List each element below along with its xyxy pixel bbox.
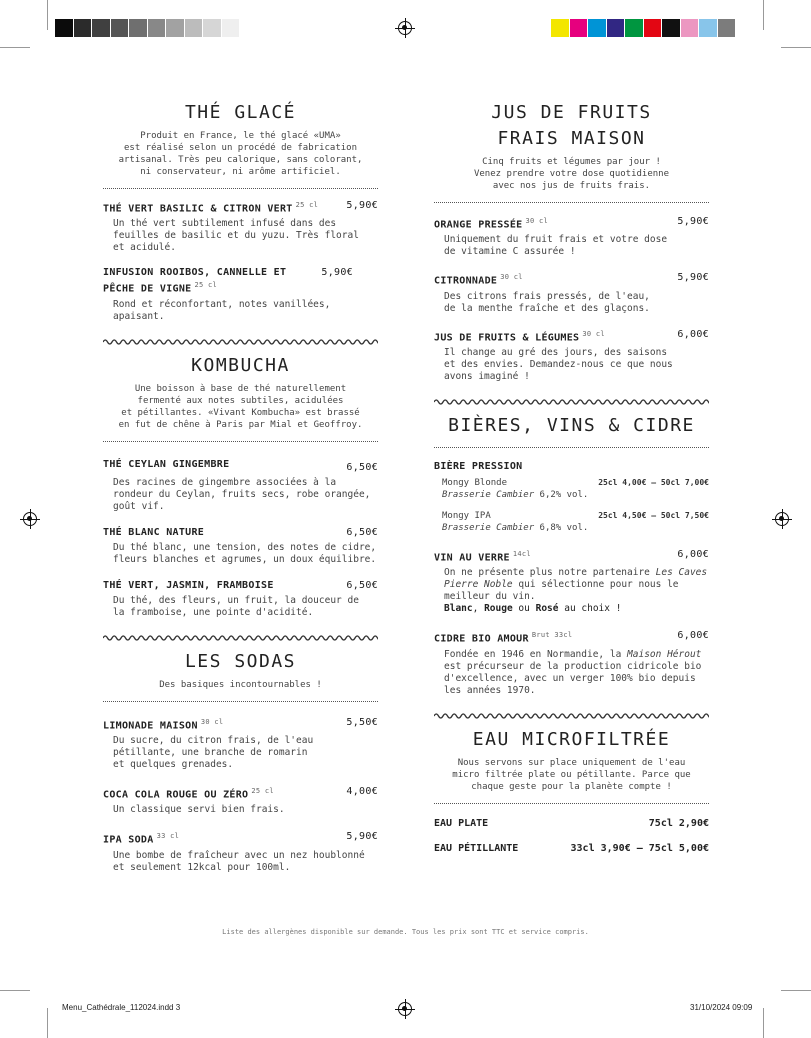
crop-mark <box>781 47 811 48</box>
color-swatch <box>625 19 644 37</box>
intro-line: Cinq fruits et légumes par jour ! <box>482 157 661 167</box>
color-swatch <box>681 19 700 37</box>
intro-line: ni conservateur, ni arôme artificiel. <box>140 167 341 177</box>
item-name: CIDRE BIO AMOUR <box>434 633 529 645</box>
desc-line: et seulement 12kcal pour 100ml. <box>113 861 291 873</box>
desc-line: Uniquement du fruit frais et votre dose <box>444 234 668 246</box>
desc-line: Un classique servi bien frais. <box>113 804 285 816</box>
item-price: 6,00€ <box>677 630 709 642</box>
item-description <box>444 234 709 258</box>
section-title <box>434 100 709 152</box>
section-title: LES SODAS <box>184 650 297 672</box>
intro-line: micro filtrée plate ou pétillante. Parce que <box>452 769 691 780</box>
menu-item <box>434 548 709 615</box>
intro-line: Une boisson à base de thé naturellement <box>134 383 347 394</box>
color-swatch <box>644 19 663 37</box>
desc-text: au choix ! <box>564 603 622 615</box>
color-swatch <box>74 19 93 37</box>
menu-item <box>103 716 378 771</box>
desc-line: et quelques grenades. <box>113 758 234 770</box>
item-volume: 25 cl <box>251 786 274 795</box>
item-description <box>113 542 378 566</box>
item-volume: 25 cl <box>295 201 319 209</box>
color-swatch <box>607 19 626 37</box>
item-description <box>113 218 378 254</box>
item-name: INFUSION ROOIBOS, CANNELLE ET PÊCHE DE VIGNE <box>103 267 287 295</box>
item-description <box>444 649 709 697</box>
menu-item <box>103 458 378 513</box>
item-description <box>113 299 378 323</box>
item-name: COCA COLA ROUGE OU ZÉRO <box>103 789 249 801</box>
intro-line: Des basiques incontournables ! <box>159 679 322 690</box>
item-name: CITRONNADE <box>434 275 498 287</box>
item-volume: 25 cl <box>194 281 218 290</box>
section-jus <box>434 100 709 383</box>
dotted-divider <box>103 188 378 189</box>
item-price: 5,90€ <box>346 200 378 211</box>
menu-item <box>434 818 709 829</box>
color-swatch <box>551 19 570 37</box>
desc-line: Il change au gré des jours, des saisons <box>444 346 668 358</box>
item-name: LIMONADE MAISON <box>103 719 198 731</box>
desc-line: rondeur du Ceylan, fruits secs, robe orangée, <box>113 488 371 500</box>
item-price: 5,50€ <box>346 716 378 728</box>
crop-mark <box>47 1008 48 1038</box>
beer-name: Mongy IPA <box>442 510 491 521</box>
intro-line: Nous servons sur place uniquement de l'eau <box>457 757 686 768</box>
desc-line: Du sucre, du citron frais, de l'eau <box>113 734 314 746</box>
color-swatch <box>129 19 148 37</box>
menu-item <box>434 328 709 383</box>
crop-mark <box>47 0 48 30</box>
registration-mark-top <box>398 21 412 35</box>
wine-option: Rouge <box>484 603 513 615</box>
dotted-divider <box>434 803 709 804</box>
item-price: 6,00€ <box>677 548 709 560</box>
desc-line: pétillante, une branche de romarin <box>113 746 308 758</box>
color-swatch <box>662 19 681 37</box>
item-volume: 30 cl <box>200 717 224 726</box>
item-name: EAU PÉTILLANTE <box>434 842 519 854</box>
desc-line: la framboise, une pointe d'acidité. <box>113 606 314 618</box>
menu-item <box>434 460 709 534</box>
desc-line: Rond et réconfortant, notes vanillées, <box>113 298 331 310</box>
abv: 6,2% vol. <box>539 489 589 500</box>
item-description <box>113 735 378 771</box>
intro-line: artisanal. Très peu calorique, sans colorant, <box>118 155 363 165</box>
item-volume: 30 cl <box>525 217 549 225</box>
item-name: BIÈRE PRESSION <box>434 460 523 472</box>
desc-line: et des envies. Demandez-nous ce que nous <box>444 358 673 370</box>
color-swatch <box>718 19 737 37</box>
intro-line: chaque geste pour la planète compte ! <box>471 781 672 792</box>
item-name: JUS DE FRUITS & LÉGUMES <box>434 331 580 343</box>
wine-option: Rosé <box>535 603 559 615</box>
item-description <box>113 477 378 513</box>
allergen-footnote: Liste des allergènes disponible sur demande. Tous les prix sont TTC et service compris. <box>222 928 589 936</box>
dotted-divider <box>434 202 709 203</box>
item-name: THÉ BLANC NATURE <box>103 526 205 538</box>
color-swatch <box>111 19 130 37</box>
section-kombucha <box>103 353 378 619</box>
desc-line: goût vif. <box>113 500 165 512</box>
item-price: 6,50€ <box>346 579 378 591</box>
menu-item <box>103 579 378 619</box>
crop-mark <box>763 1008 764 1038</box>
file-slug: Menu_Cathédrale_112024.indd 3 <box>62 1003 181 1012</box>
item-volume: 33 cl <box>156 832 180 841</box>
color-swatch <box>166 19 185 37</box>
producer-name: Maison Hérout <box>627 648 702 660</box>
section-title: EAU MICROFILTRÉE <box>472 728 671 750</box>
item-description <box>444 291 709 315</box>
color-swatch <box>148 19 167 37</box>
desc-line: et acidulé. <box>113 242 176 254</box>
abv: 6,8% vol. <box>539 522 589 533</box>
intro-line: Produit en France, le thé glacé «UMA» <box>140 131 341 141</box>
wave-divider <box>103 337 378 347</box>
intro-line: Venez prendre votre dose quotidienne <box>473 169 670 179</box>
item-description <box>113 804 378 816</box>
desc-text: Fondée en 1946 en Normandie, la <box>444 648 622 660</box>
item-price: 5,90€ <box>346 831 378 843</box>
wave-divider <box>434 711 709 721</box>
color-swatch <box>55 19 74 37</box>
desc-text: ou <box>518 603 530 615</box>
intro-line: en fut de chêne à Paris par Mial et Geoffroy. <box>118 419 363 430</box>
title-line: JUS DE FRUITS <box>491 102 652 123</box>
item-price: 33cl 3,90€ – 75cl 5,00€ <box>570 842 709 854</box>
menu-item <box>434 843 709 854</box>
desc-line: feuilles de basilic et du yuzu. Très floral <box>113 230 359 242</box>
item-description: On ne présente plus notre partenaire Les Caves Pierre Noble qui sélectionne pour nous le meilleur du vin. Blanc, Rouge ou Rosé au choix ! <box>444 567 708 615</box>
color-swatch <box>185 19 204 37</box>
desc-line: Un thé vert subtilement infusé dans des <box>113 218 337 230</box>
section-title: KOMBUCHA <box>191 354 290 376</box>
gray-color-bar <box>55 19 240 37</box>
color-swatch <box>699 19 718 37</box>
beer-name: Mongy Blonde <box>442 477 508 488</box>
item-price: 5,90€ <box>677 272 709 284</box>
right-column <box>434 100 709 854</box>
item-price: 6,00€ <box>677 328 709 340</box>
item-volume: Brut 33cl <box>531 631 573 640</box>
dotted-divider <box>103 441 378 442</box>
menu-item <box>103 199 378 254</box>
item-name: THÉ VERT BASILIC & CITRON VERT <box>103 203 293 215</box>
intro-line: avec nos jus de fruits frais. <box>492 181 651 191</box>
section-title: THÉ GLACÉ <box>184 102 297 123</box>
menu-item <box>434 215 709 258</box>
desc-text: qui sélectionne pour nous le meilleur du vin. <box>444 579 679 603</box>
menu-item <box>103 785 378 816</box>
title-line: FRAIS MAISON <box>497 128 646 149</box>
desc-line: Du thé blanc, une tension, des notes de cidre, <box>113 541 377 553</box>
menu-item <box>434 629 709 696</box>
beer-prices: 25cl 4,00€ – 50cl 7,00€ <box>598 477 709 487</box>
color-swatch <box>92 19 111 37</box>
desc-line: fleurs blanches et agrumes, un doux équilibre. <box>113 553 377 565</box>
color-swatch <box>222 19 241 37</box>
brewery: Brasserie Cambier <box>442 522 535 533</box>
desc-line: Une bombe de fraîcheur avec un nez houblonné <box>113 849 365 861</box>
item-price: 6,50€ <box>346 526 378 538</box>
item-name: VIN AU VERRE <box>434 552 510 564</box>
desc-line: de vitamine C assurée ! <box>444 246 576 258</box>
intro-line: et pétillantes. «Vivant Kombucha» est brassé <box>121 407 360 418</box>
section-eau <box>434 727 709 854</box>
item-price: 5,90€ <box>677 216 709 227</box>
section-sodas <box>103 649 378 874</box>
date-slug: 31/10/2024 09:09 <box>690 1003 753 1012</box>
registration-mark-left <box>23 512 37 526</box>
item-description <box>113 595 378 619</box>
item-name: IPA SODA <box>103 834 154 846</box>
section-bieres <box>434 413 709 697</box>
cmyk-color-bar <box>551 19 736 37</box>
section-title: BIÈRES, VINS & CIDRE <box>448 414 695 436</box>
dotted-divider <box>103 701 378 702</box>
menu-item <box>103 830 378 873</box>
desc-line: de la menthe fraîche et des glaçons. <box>444 302 650 314</box>
desc-line: Des racines de gingembre associées à la <box>113 476 337 488</box>
section-intro <box>103 679 378 691</box>
crop-mark <box>0 47 30 48</box>
brewery: Brasserie Cambier <box>442 489 535 500</box>
desc-line: apaisant. <box>113 310 165 322</box>
color-swatch <box>570 19 589 37</box>
item-name: THÉ VERT, JASMIN, FRAMBOISE <box>103 579 274 591</box>
menu-item <box>103 526 378 566</box>
color-swatch <box>588 19 607 37</box>
item-name: THÉ CEYLAN GINGEMBRE <box>103 458 230 470</box>
item-price: 6,50€ <box>346 461 378 473</box>
intro-line: fermenté aux notes subtiles, acidulées <box>137 395 344 406</box>
desc-line: Du thé, des fleurs, un fruit, la douceur de <box>113 594 359 606</box>
wave-divider <box>103 633 378 643</box>
left-column <box>103 100 378 874</box>
section-intro <box>103 383 378 431</box>
item-name: EAU PLATE <box>434 817 489 829</box>
crop-mark <box>763 0 764 30</box>
section-intro <box>434 757 709 793</box>
item-volume: 30 cl <box>582 329 605 338</box>
section-intro <box>434 156 709 192</box>
crop-mark <box>781 990 811 991</box>
item-description <box>113 850 378 874</box>
beer-prices: 25cl 4,50€ – 50cl 7,50€ <box>598 510 709 520</box>
desc-text: On ne présente plus notre partenaire <box>444 567 650 579</box>
menu-item <box>434 271 709 314</box>
item-volume: 14cl <box>512 549 531 558</box>
item-price: 4,00€ <box>346 785 378 797</box>
item-volume: 30 cl <box>500 273 523 282</box>
color-swatch <box>203 19 222 37</box>
crop-mark <box>0 990 30 991</box>
desc-line: avons imaginé ! <box>444 370 530 382</box>
registration-mark-right <box>775 512 789 526</box>
section-intro <box>103 130 378 178</box>
wine-option: Blanc <box>444 603 473 615</box>
section-the-glace <box>103 100 378 323</box>
desc-line: Des citrons frais pressés, de l'eau, <box>444 290 650 302</box>
item-price: 5,90€ <box>321 267 353 279</box>
item-name: ORANGE PRESSÉE <box>434 219 523 231</box>
menu-item <box>103 266 378 322</box>
dotted-divider <box>434 447 709 448</box>
desc-text: est précurseur de la production cidricole bio d'excellence, avec un verger 100% bio depuis les années 1970. <box>444 660 702 696</box>
item-price: 75cl 2,90€ <box>648 817 709 829</box>
wave-divider <box>434 397 709 407</box>
partner-name: Les Caves Pierre Noble <box>444 567 708 591</box>
item-description <box>444 347 709 383</box>
beer-entry <box>434 477 709 501</box>
beer-entry <box>434 510 709 534</box>
registration-mark-bottom <box>398 1002 412 1016</box>
intro-line: est réalisé selon un procédé de fabrication <box>124 143 357 153</box>
